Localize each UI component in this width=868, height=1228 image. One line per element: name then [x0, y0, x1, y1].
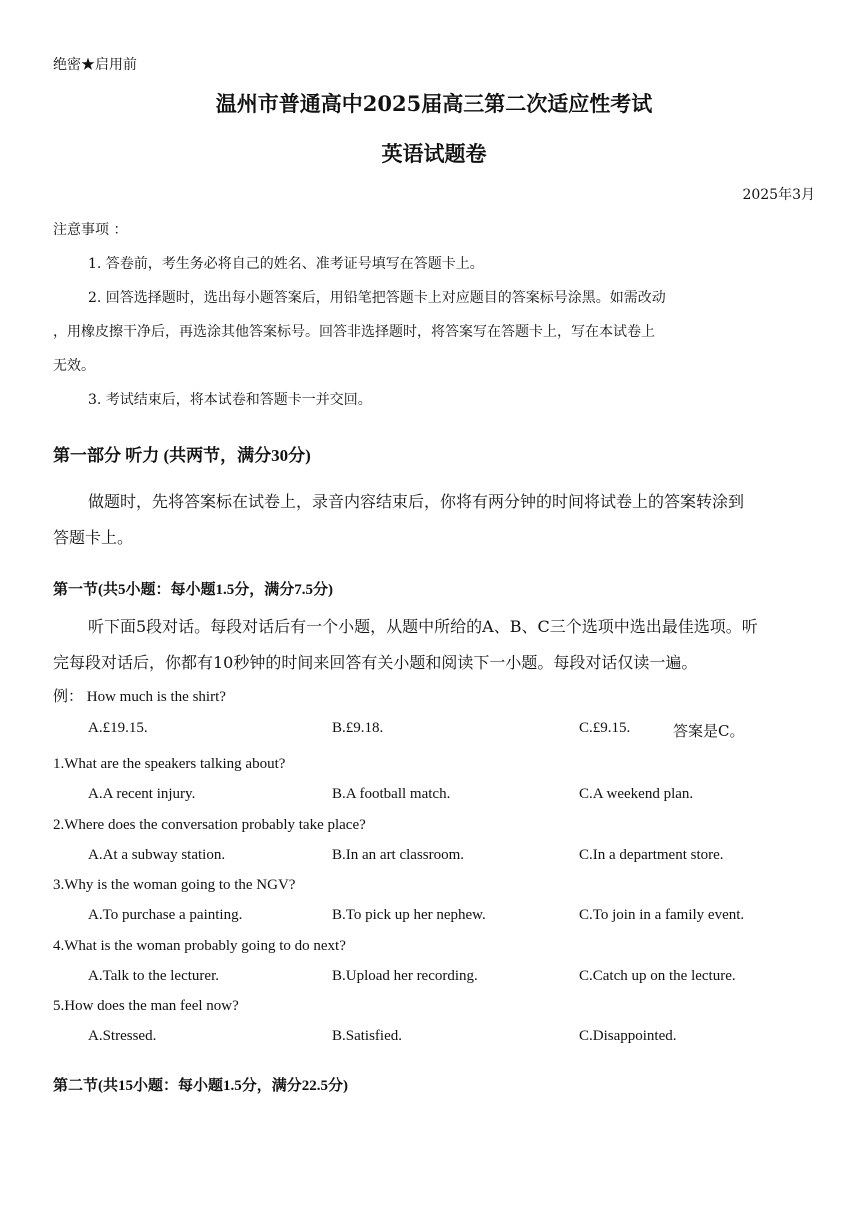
exam-subtitle: 英语试题卷 — [381, 141, 487, 166]
option-b: B.To pick up her nephew. — [332, 907, 486, 923]
option-a: A.Stressed. — [88, 1028, 157, 1044]
option-c: C.To join in a family event. — [579, 907, 745, 923]
part-intro: 做题时，先将答案标在试卷上，录音内容结束后，你将有两分钟的时间将试卷上的答案转涂到 — [88, 492, 745, 511]
section-intro: 听下面5段对话。每段对话后有一个小题，从题中所给的A、B、C三个选项中选出最佳选项。听 — [88, 617, 758, 636]
example-option-c: C.£9.15. — [579, 720, 631, 736]
notice-heading: 注意事项 ： — [53, 222, 128, 238]
option-a: A.Talk to the lecturer. — [88, 968, 219, 984]
option-c: C.Disappointed. — [579, 1028, 677, 1044]
part-intro-continued: 答题卡上。 — [53, 528, 134, 547]
part-heading: 第一部分 听力 (共两节，满分30分) — [53, 446, 311, 465]
question: 5.How does the man feel now? — [53, 998, 239, 1014]
section-heading: 第二节(共15小题：每小题1.5分，满分22.5分) — [53, 1078, 348, 1094]
option-b: B.Upload her recording. — [332, 968, 478, 984]
option-b: B.In an art classroom. — [332, 847, 465, 863]
notice-item: 3. 考试结束后，将本试卷和答题卡一并交回。 — [88, 392, 372, 408]
notice-item: 1. 答卷前，考生务必将自己的姓名、准考证号填写在答题卡上。 — [88, 256, 484, 272]
option-b: B.Satisfied. — [332, 1028, 402, 1044]
option-a: A.To purchase a painting. — [88, 907, 243, 923]
option-c: C.In a department store. — [579, 847, 724, 863]
question: 3.Why is the woman going to the NGV? — [53, 877, 296, 893]
notice-item-continued: ，用橡皮擦干净后，再选涂其他答案标号。回答非选择题时，将答案写在答题卡上，写在本试卷上 — [53, 324, 655, 340]
option-c: C.A weekend plan. — [579, 786, 694, 802]
section-intro-continued: 完每段对话后，你都有10秒钟的时间来回答有关小题和阅读下一小题。每段对话仅读一遍。 — [53, 653, 698, 672]
option-c: C.Catch up on the lecture. — [579, 968, 736, 984]
example-option-b: B.£9.18. — [332, 720, 384, 736]
notice-item: 2. 回答选择题时，选出每小题答案后，用铅笔把答题卡上对应题目的答案标号涂黑。如需改动 — [88, 290, 666, 306]
option-a: A.A recent injury. — [88, 786, 196, 802]
confidential-mark: 绝密★启用前 — [53, 57, 137, 73]
question: 1.What are the speakers talking about? — [53, 756, 286, 772]
example-option-a: A.£19.15. — [88, 720, 148, 736]
question: 4.What is the woman probably going to do next? — [53, 938, 346, 954]
exam-date: 2025年3月 — [742, 187, 815, 203]
notice-item-continued: 无效。 — [53, 358, 95, 374]
question: 2.Where does the conversation probably take place? — [53, 817, 366, 833]
option-a: A.At a subway station. — [88, 847, 226, 863]
exam-title: 温州市普通高中2025届高三第二次适应性考试 — [215, 91, 653, 116]
option-b: B.A football match. — [332, 786, 451, 802]
section-heading: 第一节(共5小题：每小题1.5分，满分7.5分) — [53, 582, 333, 598]
example-question: 例： How much is the shirt? — [53, 689, 226, 705]
example-answer: 答案是C。 — [673, 722, 745, 740]
